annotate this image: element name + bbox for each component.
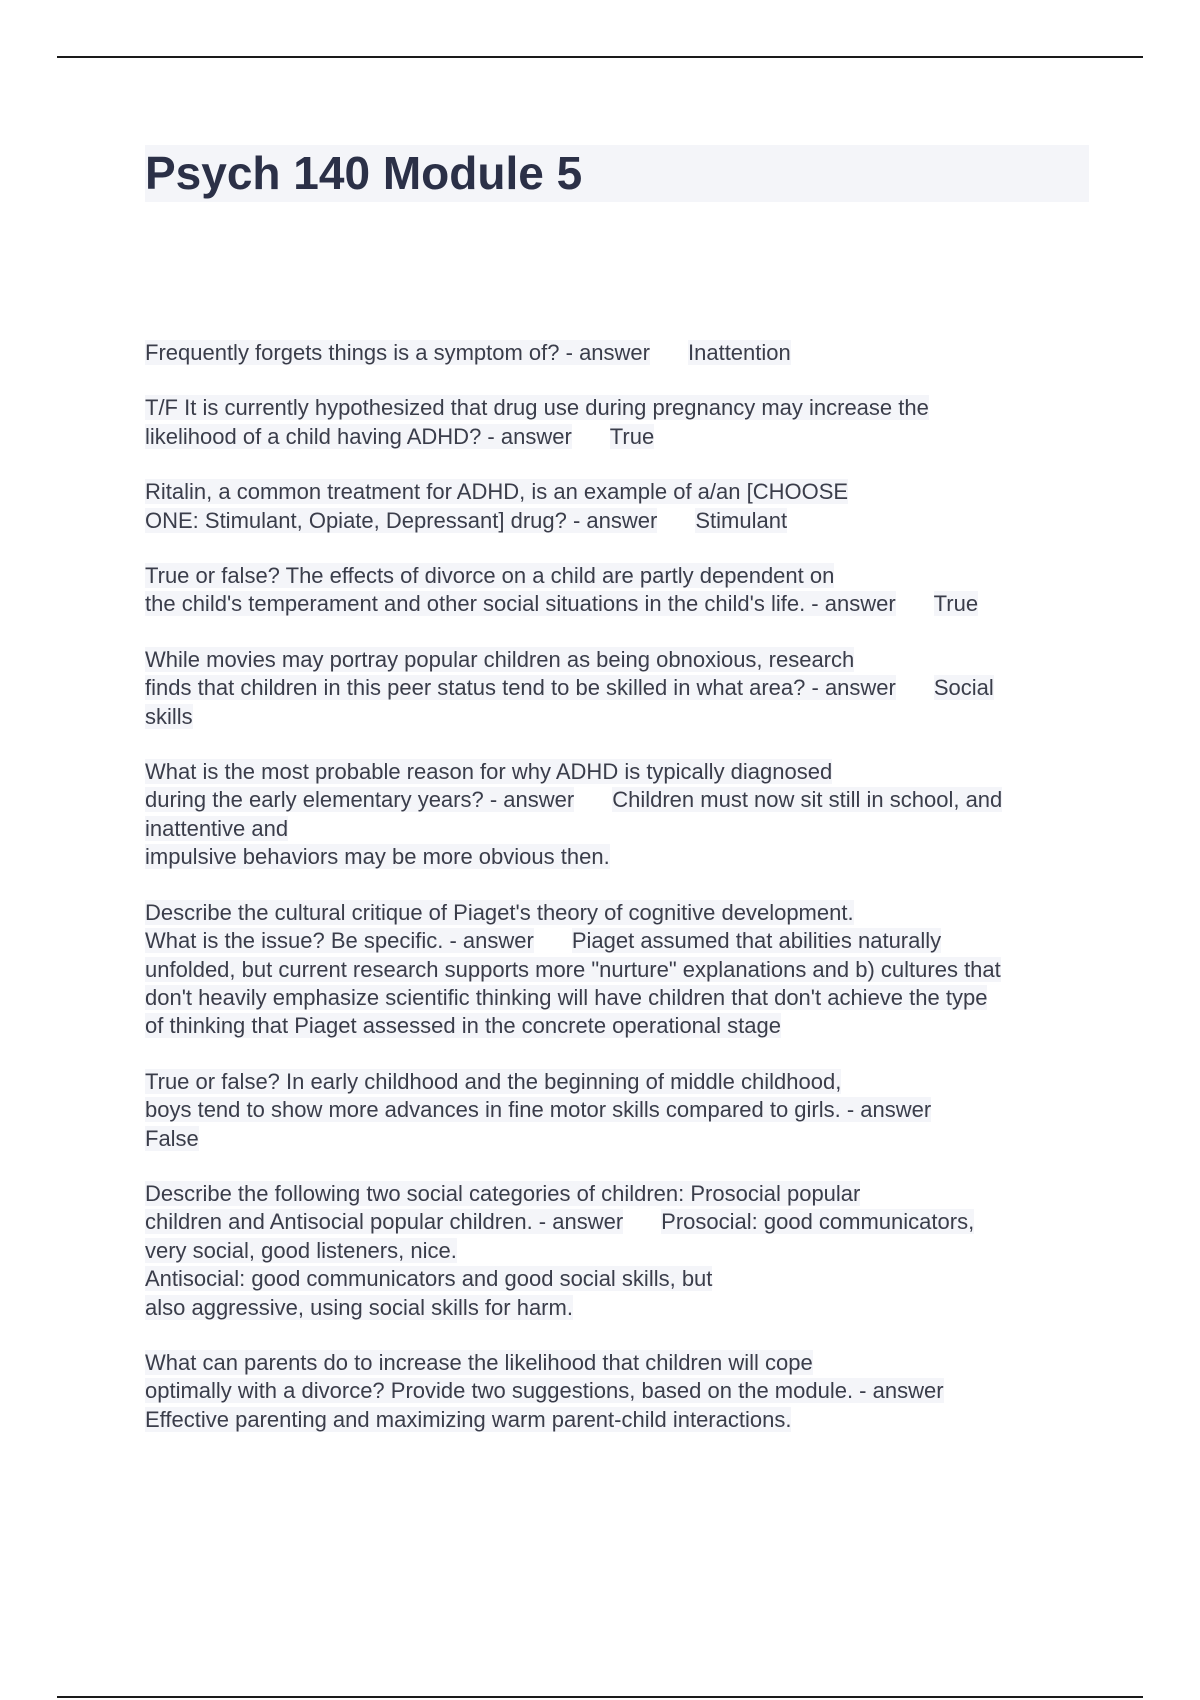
answer-text: Stimulant <box>695 507 788 533</box>
question-text: False <box>145 1125 199 1151</box>
question-line <box>145 956 1095 984</box>
answer-text: Prosocial: good communicators, <box>661 1209 975 1235</box>
answer-text: Inattention <box>688 340 791 365</box>
question-text: boys tend to show more advances in fine motor skills compared to girls. - answer <box>145 1097 932 1123</box>
question-text: ONE: Stimulant, Opiate, Depressant] drug? - answer <box>145 507 658 533</box>
question-line <box>145 1012 1095 1040</box>
question-text: children and Antisocial popular children. - answer <box>145 1209 624 1235</box>
question-item <box>145 1068 1095 1153</box>
answer-text: Social <box>933 675 994 701</box>
question-text: Describe the cultural critique of Piaget's theory of cognitive development. <box>145 899 854 925</box>
question-line <box>145 984 1095 1012</box>
question-text: What is the most probable reason for why ADHD is typically diagnosed <box>145 759 833 785</box>
question-text: skills <box>145 703 193 729</box>
question-text: While movies may portray popular children as being obnoxious, research <box>145 646 855 672</box>
question-line <box>145 843 1095 871</box>
question-item <box>145 646 1095 731</box>
question-text: Effective parenting and maximizing warm parent-child interactions. <box>145 1406 792 1432</box>
question-line <box>145 899 1095 927</box>
top-rule <box>57 56 1143 58</box>
question-text: True or false? The effects of divorce on a child are partly dependent on <box>145 563 835 589</box>
answer-text: Piaget assumed that abilities naturally <box>571 928 942 954</box>
question-line <box>145 1180 1095 1208</box>
question-line <box>145 703 1095 731</box>
question-line <box>145 507 1095 535</box>
question-line <box>145 815 1095 843</box>
question-text: T/F It is currently hypothesized that drug use during pregnancy may increase the <box>145 395 929 421</box>
question-text: Antisocial: good communicators and good social skills, but <box>145 1266 713 1292</box>
question-item <box>145 758 1095 872</box>
question-text: also aggressive, using social skills for harm. <box>145 1294 573 1320</box>
question-text: What can parents do to increase the likelihood that children will cope <box>145 1349 813 1375</box>
question-text: of thinking that Piaget assessed in the concrete operational stage <box>145 1013 781 1039</box>
question-text: likelihood of a child having ADHD? - answer <box>145 423 572 449</box>
question-line <box>145 478 1095 506</box>
question-line <box>145 1125 1095 1153</box>
bottom-rule <box>57 1696 1143 1698</box>
answer-text: True <box>933 591 979 617</box>
question-item <box>145 1180 1095 1322</box>
question-line <box>145 1294 1095 1322</box>
question-text: inattentive and <box>145 815 289 841</box>
question-text: Ritalin, a common treatment for ADHD, is an example of a/an [CHOOSE <box>145 479 849 505</box>
question-line <box>145 339 1095 367</box>
question-line <box>145 1406 1095 1434</box>
question-line <box>145 1208 1095 1236</box>
question-line <box>145 646 1095 674</box>
question-item <box>145 562 1095 619</box>
question-line <box>145 1349 1095 1377</box>
question-line <box>145 927 1095 955</box>
question-line <box>145 1377 1095 1405</box>
question-text: Describe the following two social categories of children: Prosocial popular <box>145 1180 861 1206</box>
answer-text: Children must now sit still in school, and <box>612 787 1003 813</box>
question-line <box>145 1265 1095 1293</box>
question-line <box>145 423 1095 451</box>
question-line <box>145 674 1095 702</box>
question-line <box>145 1068 1095 1096</box>
question-line <box>145 786 1095 814</box>
question-item <box>145 1349 1095 1434</box>
page-title: Psych 140 Module 5 <box>145 145 1089 202</box>
question-text: optimally with a divorce? Provide two suggestions, based on the module. - answer <box>145 1378 944 1404</box>
question-text: don't heavily emphasize scientific thinking will have children that don't achieve the type <box>145 984 988 1010</box>
question-line <box>145 394 1095 422</box>
question-text: Frequently forgets things is a symptom of? - answer <box>145 340 650 365</box>
question-text: the child's temperament and other social situations in the child's life. - answer <box>145 591 896 617</box>
question-text: What is the issue? Be specific. - answer <box>145 928 534 954</box>
question-text: finds that children in this peer status tend to be skilled in what area? - answer <box>145 675 896 701</box>
question-line <box>145 590 1095 618</box>
question-text: very social, good listeners, nice. <box>145 1237 457 1263</box>
question-item <box>145 478 1095 535</box>
question-item <box>145 339 1095 367</box>
question-item <box>145 899 1095 1041</box>
question-text: during the early elementary years? - answer <box>145 787 575 813</box>
question-line <box>145 1096 1095 1124</box>
question-item <box>145 394 1095 451</box>
question-line <box>145 562 1095 590</box>
question-line <box>145 758 1095 786</box>
answer-text: True <box>609 423 655 449</box>
question-list <box>145 339 1095 1461</box>
question-text: True or false? In early childhood and the beginning of middle childhood, <box>145 1068 842 1094</box>
question-line <box>145 1237 1095 1265</box>
question-text: unfolded, but current research supports more "nurture" explanations and b) cultures that <box>145 956 1001 982</box>
question-text: impulsive behaviors may be more obvious then. <box>145 844 610 870</box>
